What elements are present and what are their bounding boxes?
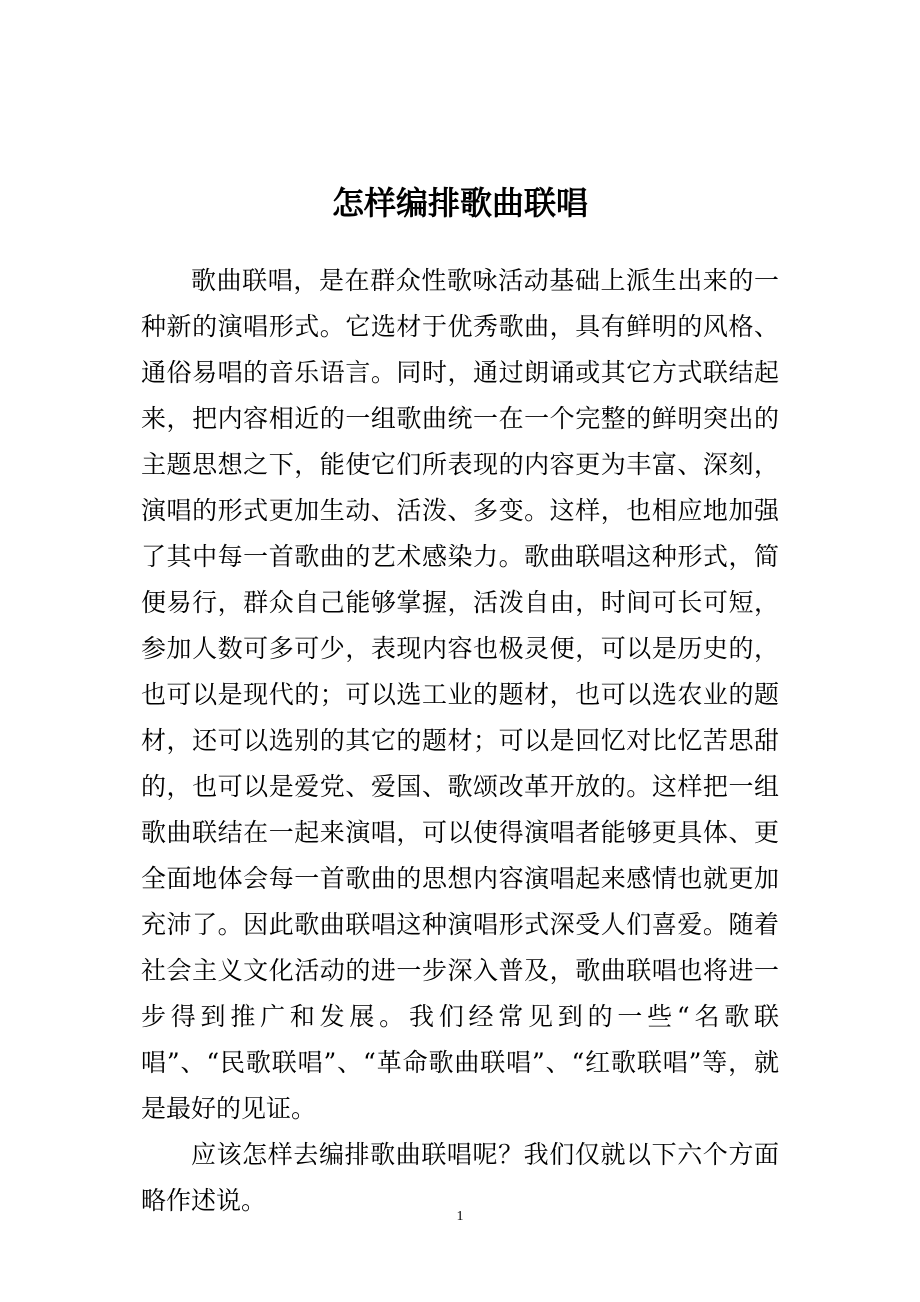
page-number: 1: [456, 1209, 464, 1224]
body-paragraph: 歌曲联唱，是在群众性歌咏活动基础上派生出来的一种新的演唱形式。它选材于优秀歌曲，具有鲜明的风格、通俗易唱的音乐语言。同时，通过朗诵或其它方式联结起来，把内容相近的一组歌曲统一在一个完整的鲜明突出的主题思想之下，能使它们所表现的内容更为丰富、深刻，演唱的形式更加生动、活泼、多变。这样，也相应地加强了其中每一首歌曲的艺术感染力。歌曲联唱这种形式，简便易行，群众自己能够掌握，活泼自由，时间可长可短，参加人数可多可少，表现内容也极灵便，可以是历史的，也可以是现代的；可以选工业的题材，也可以选农业的题材，还可以选别的其它的题材；可以是回忆对比忆苦思甜的，也可以是爱党、爱国、歌颂改革开放的。这样把一组歌曲联结在一起来演唱，可以使得演唱者能够更具体、更全面地体会每一首歌曲的思想内容演唱起来感情也就更加充沛了。因此歌曲联唱这种演唱形式深受人们喜爱。随着社会主义文化活动的进一步深入普及，歌曲联唱也将进一步得到推广和发展。我们经常见到的一些“名歌联唱”、“民歌联唱”、“革命歌曲联唱”、“红歌联唱”等，就是最好的见证。: [141, 266, 779, 1123]
document-body: [141, 258, 779, 1224]
body-paragraph: 应该怎样去编排歌曲联唱呢？我们仅就以下六个方面略作述说。: [141, 1140, 779, 1215]
document-title: 怎样编排歌曲联唱: [331, 184, 588, 223]
